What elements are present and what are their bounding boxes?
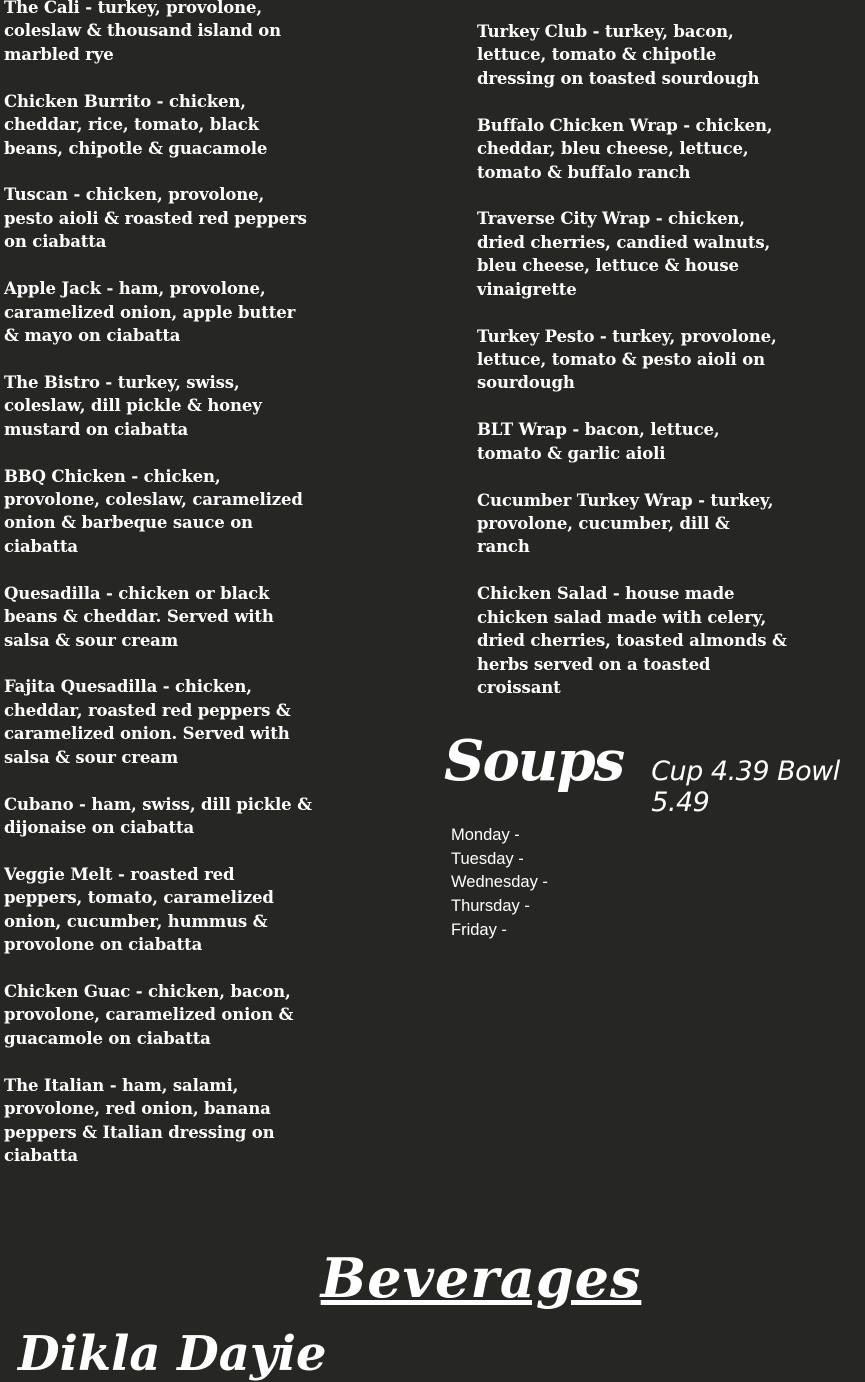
menu-item: Apple Jack - ham, provolone, caramelized onion, apple butter & mayo on ciabatta <box>4 279 296 345</box>
menu-column-right <box>477 20 787 723</box>
menu-item: Cubano - ham, swiss, dill pickle & dijonaise on ciabatta <box>4 794 312 837</box>
menu-item: Quesadilla - chicken or black beans & cheddar. Served with salsa & sour cream <box>4 583 274 650</box>
menu-item: Veggie Melt - roasted red peppers, tomato, caramelized onion, cucumber, hummus & provolone on ciabatta <box>4 864 274 955</box>
menu-item: BBQ Chicken - chicken, provolone, coleslaw, caramelized onion & barbeque sauce on ciabatta <box>4 466 303 556</box>
soup-days-list <box>451 824 548 943</box>
menu-item: Buffalo Chicken Wrap - chicken, cheddar, bleu cheese, lettuce, tomato & buffalo ranch <box>477 115 773 182</box>
menu-item: The Bistro - turkey, swiss, coleslaw, dill pickle & honey mustard on ciabatta <box>4 372 262 439</box>
menu-item: Fajita Quesadilla - chicken, cheddar, roasted red peppers & caramelized onion. Served with salsa & sour cream <box>4 677 291 767</box>
menu-column-left <box>4 0 314 1191</box>
soup-day: Wednesday - <box>451 873 548 892</box>
menu-item: Turkey Pesto - turkey, provolone, lettuce, tomato & pesto aioli on sourdough <box>477 326 777 393</box>
menu-item: Chicken Salad - house made chicken salad made with celery, dried cherries, toasted almonds & herbs served on a toasted croissant <box>477 584 787 697</box>
soup-day: Friday - <box>451 920 507 939</box>
soups-header <box>444 728 865 818</box>
soup-day: Thursday - <box>451 897 530 916</box>
menu-item: Turkey Club - turkey, bacon, lettuce, tomato & chipotle dressing on toasted sourdough <box>477 22 760 88</box>
menu-item: Tuscan - chicken, provolone, pesto aioli & roasted red peppers on ciabatta <box>4 185 307 252</box>
menu-item: The Italian - ham, salami, provolone, red onion, banana peppers & Italian dressing on ciabatta <box>4 1075 275 1165</box>
menu-item: Traverse City Wrap - chicken, dried cherries, candied walnuts, bleu cheese, lettuce & house vinaigrette <box>477 209 771 299</box>
next-section-heading: Dikla Dayie <box>18 1326 327 1382</box>
soups-title: Soups <box>444 728 624 794</box>
menu-item: The Cali - turkey, provolone, coleslaw & thousand island on marbled rye <box>4 0 281 64</box>
menu-item: Chicken Burrito - chicken, cheddar, rice, tomato, black beans, chipotle & guacamole <box>4 91 268 158</box>
menu-item: BLT Wrap - bacon, lettuce, tomato & garlic aioli <box>477 420 720 463</box>
menu-item: Chicken Guac - chicken, bacon, provolone, caramelized onion & guacamole on ciabatta <box>4 982 294 1048</box>
soups-price: Cup 4.39 Bowl 5.49 <box>651 756 840 818</box>
beverages-heading: Beverages <box>320 1246 642 1310</box>
soup-day: Monday - <box>451 826 520 844</box>
soup-day: Tuesday - <box>451 849 524 868</box>
menu-item: Cucumber Turkey Wrap - turkey, provolone, cucumber, dill & ranch <box>477 490 774 557</box>
